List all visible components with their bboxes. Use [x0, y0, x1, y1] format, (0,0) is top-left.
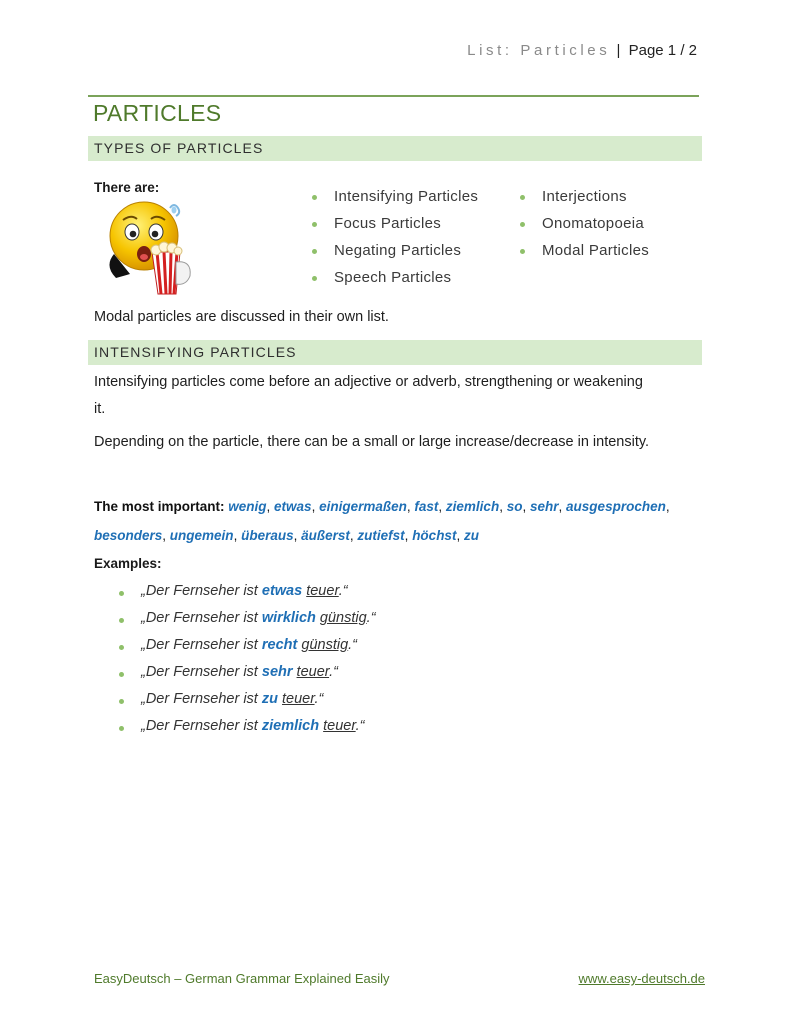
example-open: „Der Fernseher ist [141, 718, 262, 734]
list-item: Onomatopoeia [517, 215, 649, 242]
example-open: „Der Fernseher ist [141, 583, 262, 599]
keyword-8: besonders [94, 528, 163, 543]
keyword-1: etwas [274, 499, 312, 514]
keyword-6: sehr [530, 499, 559, 514]
example-adjective: teuer [306, 583, 339, 599]
particle-types-list-2 [517, 188, 649, 269]
list-item: Speech Particles [309, 269, 478, 296]
example-close: .“ [338, 583, 348, 599]
example-open: „Der Fernseher ist [141, 664, 262, 680]
section-heading-intensifying-text: INTENSIFYING PARTICLES [94, 344, 297, 360]
particle-types-list-1 [309, 188, 478, 296]
keyword-9: ungemein [169, 528, 234, 543]
list-item: Interjections [517, 188, 649, 215]
example-adjective: teuer [296, 664, 330, 680]
modal-note: Modal particles are discussed in their own list. [94, 309, 389, 325]
emoji-popcorn-icon [104, 196, 200, 302]
most-important-words: wenig, etwas, einigermaßen, fast, ziemlich, so, sehr, ausgesprochen, besonders, ungemein, überaus, äußerst, zutiefst, höchst, zu [94, 499, 670, 543]
keyword-2: einigermaßen [319, 499, 407, 514]
example-adjective: günstig [319, 610, 367, 626]
list-item: Intensifying Particles [309, 188, 478, 215]
intensifying-paragraph-2: Depending on the particle, there can be a small or large increase/decrease in intensity. [94, 434, 650, 450]
section-heading-intensifying [88, 340, 702, 365]
example-close: .“ [348, 637, 357, 653]
example-close: .“ [329, 664, 338, 680]
title-rule [88, 95, 699, 97]
example-item [116, 718, 376, 745]
keyword-13: höchst [412, 528, 457, 543]
example-open: „Der Fernseher ist [141, 637, 262, 653]
list-item: Modal Particles [517, 242, 649, 269]
example-item [116, 583, 376, 610]
list-item: Focus Particles [309, 215, 478, 242]
keyword-11: äußerst [301, 528, 350, 543]
example-open: „Der Fernseher ist [141, 610, 262, 626]
list-item: Negating Particles [309, 242, 478, 269]
example-open: „Der Fernseher ist [141, 691, 262, 707]
section-heading-types [88, 136, 702, 161]
example-adjective: teuer [282, 691, 315, 707]
example-particle: etwas [261, 583, 303, 599]
example-particle: sehr [261, 664, 293, 680]
example-close: .“ [355, 718, 365, 734]
header-separator: | [616, 42, 621, 59]
header-page-number: Page 1 / 2 [628, 42, 697, 59]
example-particle: ziemlich [261, 718, 320, 734]
keyword-3: fast [414, 499, 439, 514]
example-item [116, 637, 376, 664]
keyword-5: so [506, 499, 523, 514]
keyword-14: zu [463, 528, 479, 543]
example-adjective: teuer [323, 718, 356, 734]
examples-label: Examples: [94, 556, 162, 571]
example-item [116, 610, 376, 637]
page-title: PARTICLES [93, 100, 222, 126]
example-adjective: günstig [301, 637, 349, 653]
footer-text: EasyDeutsch – German Grammar Explained Easily [94, 971, 390, 986]
keyword-7: ausgesprochen [566, 499, 666, 514]
example-particle: wirklich [261, 610, 316, 626]
example-close: .“ [366, 610, 376, 626]
example-item [116, 664, 376, 691]
intensifying-paragraph-1: Intensifying particles come before an adjective or adverb, strengthening or weakening it. [94, 374, 643, 417]
keyword-12: zutiefst [357, 528, 405, 543]
page-header [467, 42, 697, 59]
example-close: .“ [314, 691, 324, 707]
header-doc-title: List: Particles [467, 42, 611, 59]
keyword-0: wenig [228, 499, 267, 514]
most-important-line [94, 492, 694, 550]
most-important-label: The most important: [94, 499, 225, 514]
keyword-4: ziemlich [445, 499, 500, 514]
section-heading-types-text: TYPES OF PARTICLES [94, 140, 264, 156]
footer-link[interactable]: www.easy-deutsch.de [578, 971, 705, 986]
there-are-label: There are: [94, 180, 160, 195]
example-particle: zu [261, 691, 278, 707]
examples-list [116, 583, 376, 745]
keyword-10: überaus [241, 528, 294, 543]
example-item [116, 691, 376, 718]
example-particle: recht [261, 637, 298, 653]
